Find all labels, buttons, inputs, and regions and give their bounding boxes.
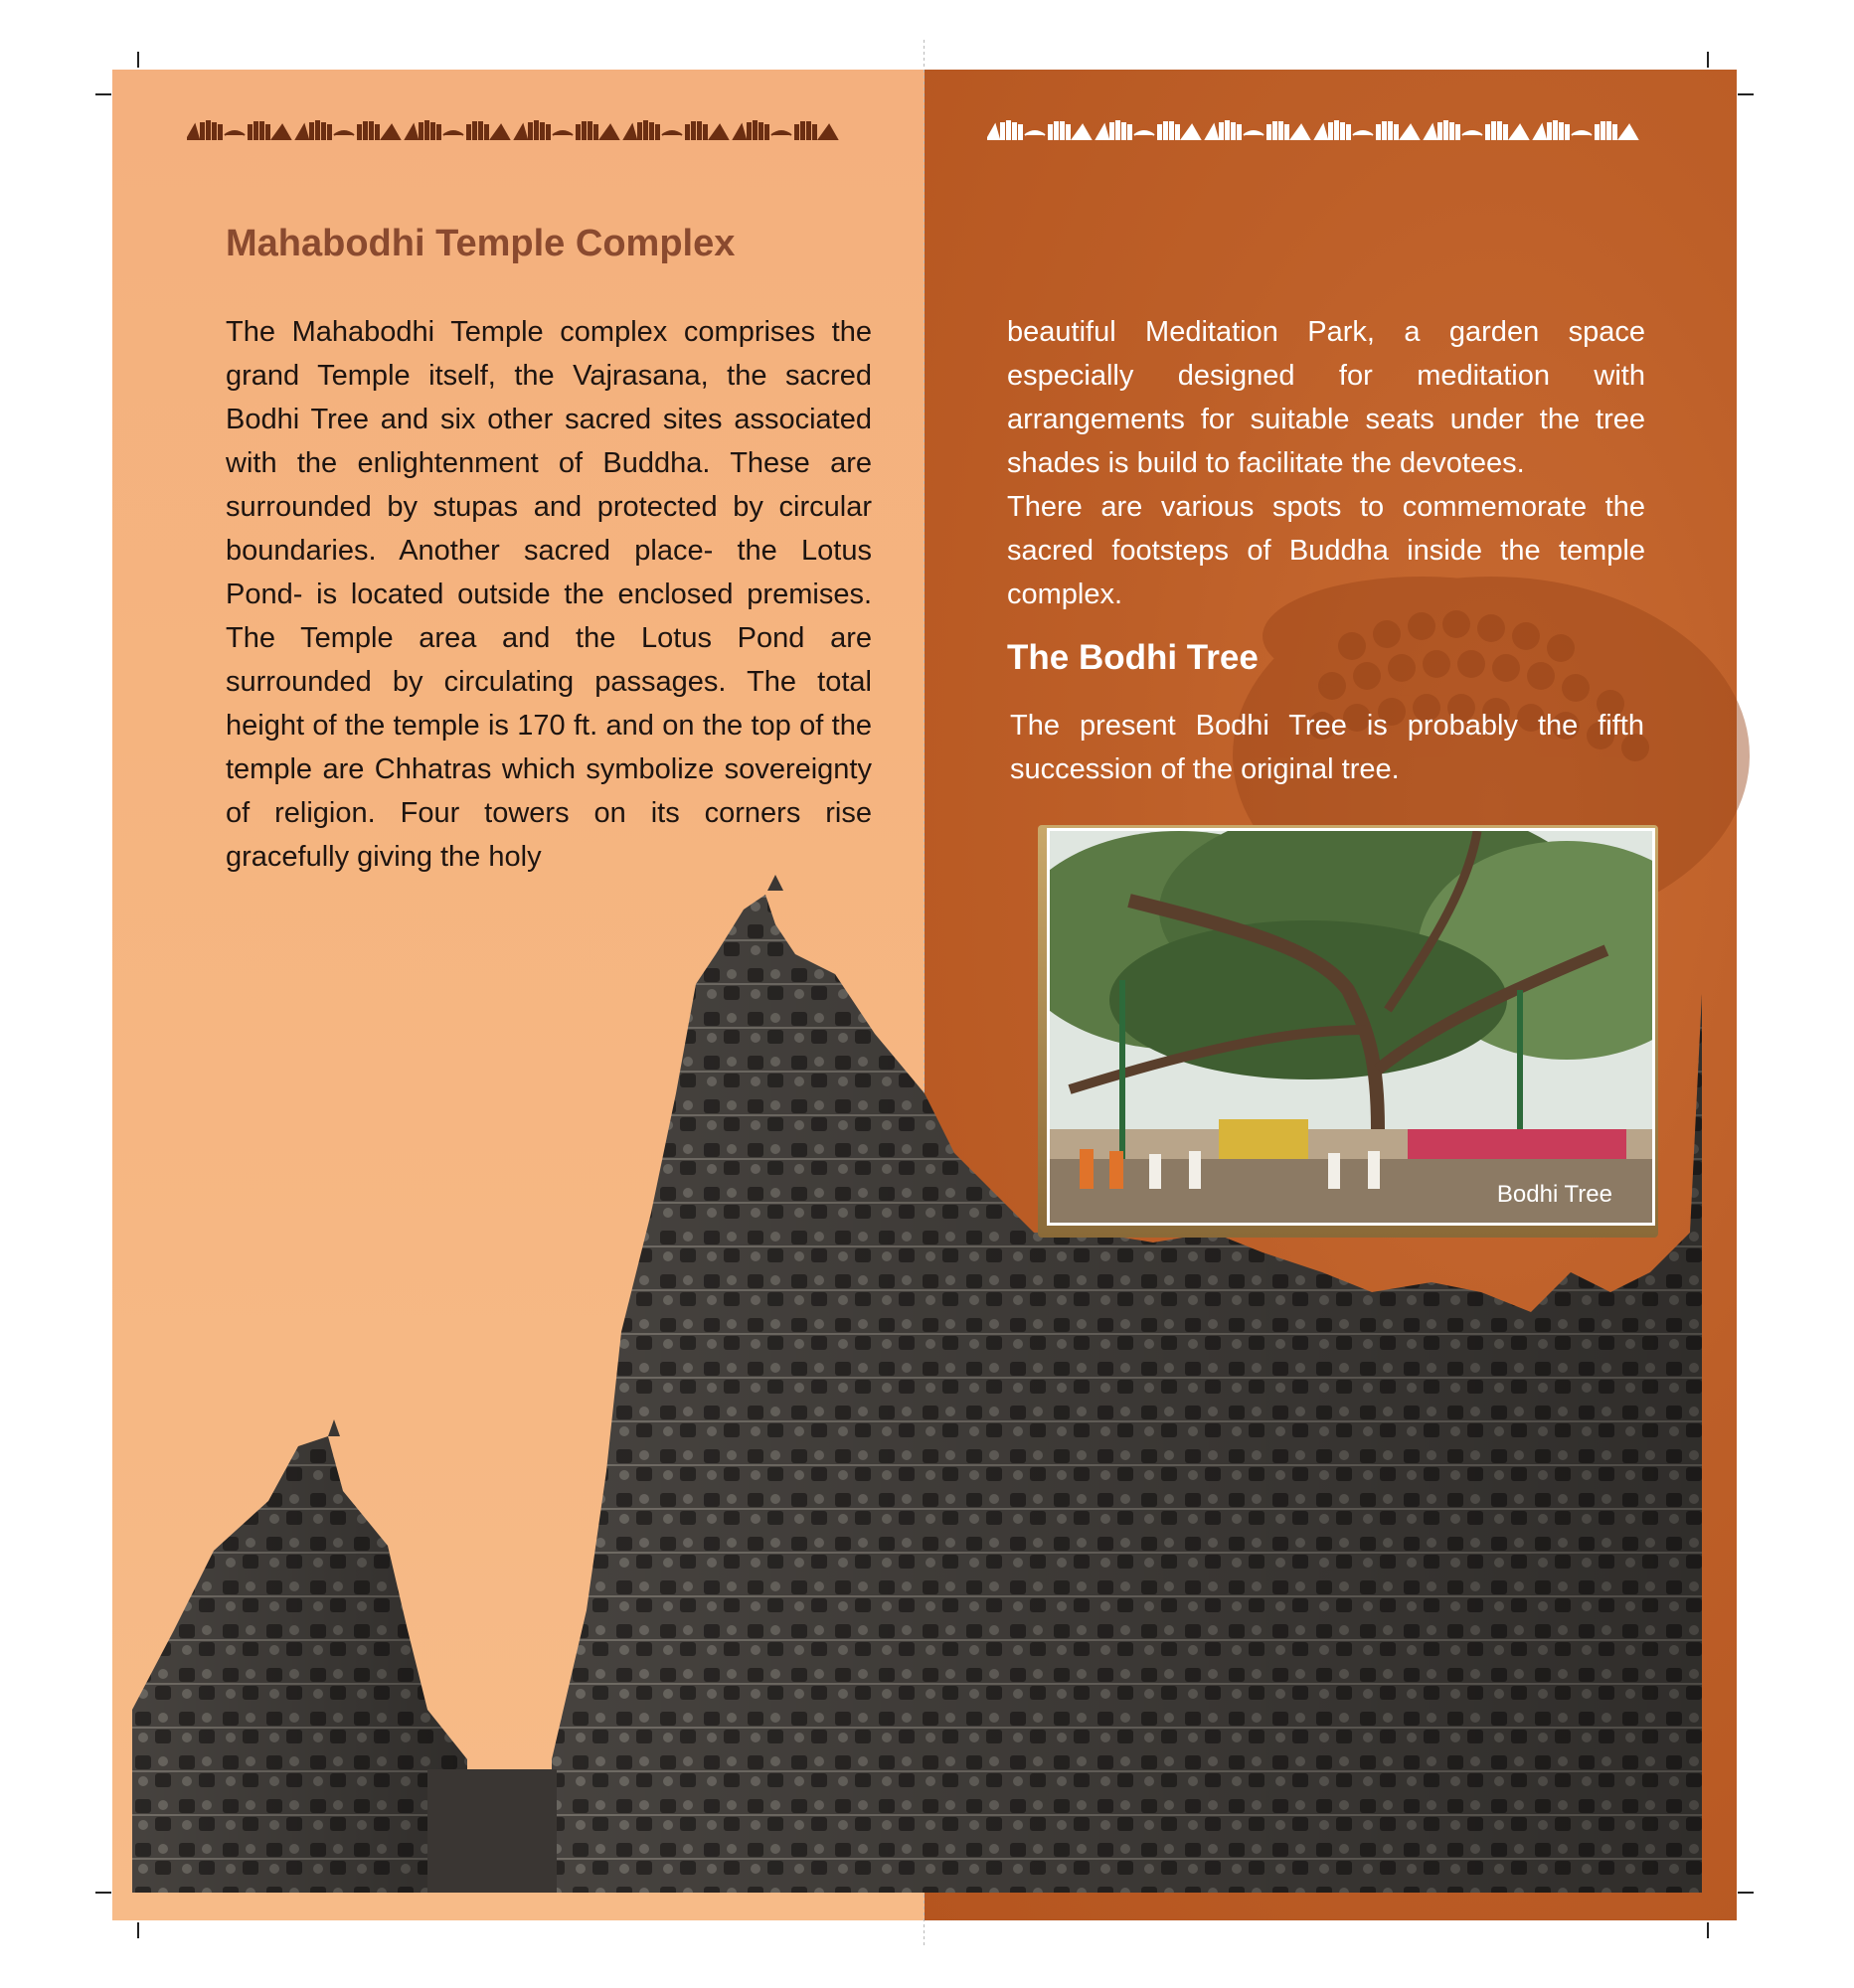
bodhi-tree-description: The present Bodhi Tree is probably the fifth succession of the original tree. <box>1010 710 1644 785</box>
bodhi-tree-image <box>1050 831 1652 1223</box>
temple-complex-description: The Mahabodhi Temple complex comprises the grand Temple itself, the Vajrasana, the sacred Bodhi Tree and six other sacred sites associated with the enlightenment of Buddha. These are surrounded by stupas and protected by circular boundaries. Another sacred place- the Lotus Pond- is located outside the enclosed premises. The Temple area and the Lotus Pond are surrounded by circulating passages. The total height of the temple is 170 ft. and on the top of the temple are Chhatras which symbolize sovereignty of religion. Four towers on its corners rise gracefully giving the holy <box>226 316 872 873</box>
footsteps-paragraph: There are various spots to commemorate the sacred footsteps of Buddha inside the temple complex. <box>1007 491 1645 610</box>
photo-caption: Bodhi Tree <box>1496 1181 1612 1208</box>
meditation-park-paragraph: beautiful Meditation Park, a garden space especially designed for meditation with arrangements for suitable seats under the tree shades is build to facilitate the devotees. <box>1007 316 1645 479</box>
bodhi-tree-heading: The Bodhi Tree <box>1007 638 1259 677</box>
page-title: Mahabodhi Temple Complex <box>226 223 736 264</box>
right-column-text <box>1007 310 1645 616</box>
bodhi-tree-photo <box>1047 828 1655 1226</box>
